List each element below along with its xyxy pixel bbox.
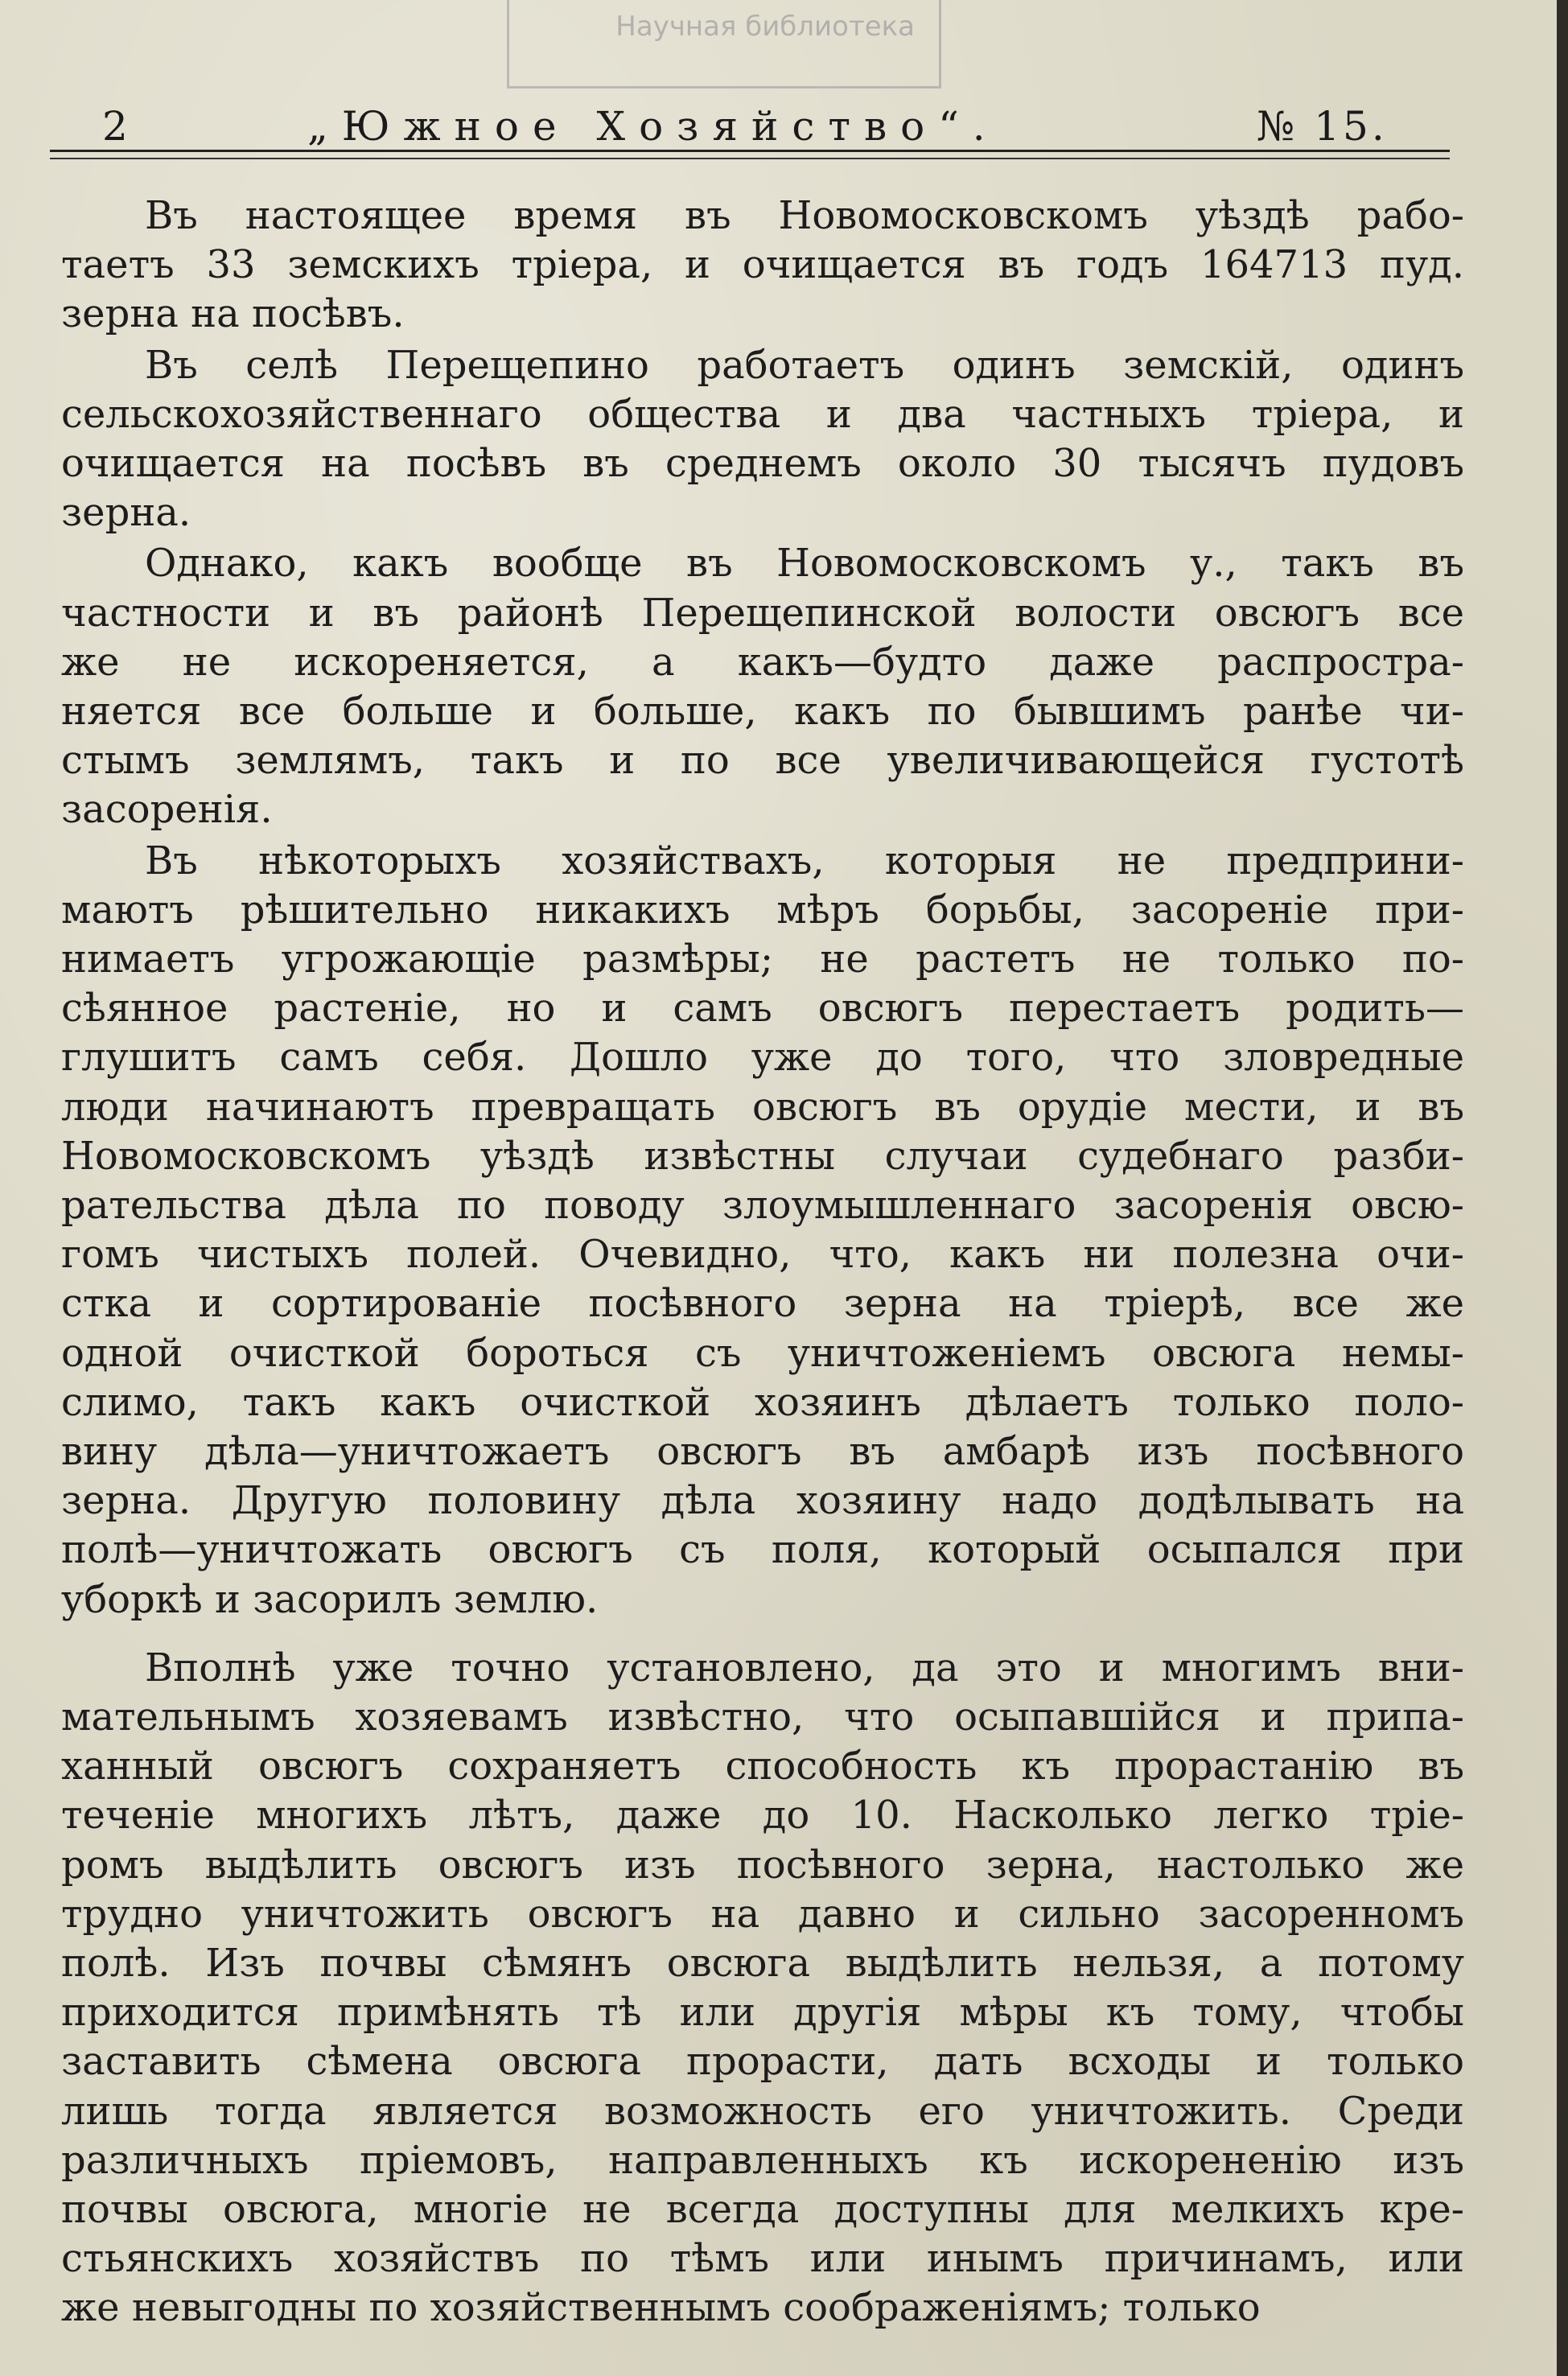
text-line: различныхъ пріемовъ, направленныхъ къ искорененію изъ <box>61 2138 1464 2183</box>
journal-title: „Южное Хозяйство“. <box>307 103 999 150</box>
text-line: полѣ. Изъ почвы сѣмянъ овсюга выдѣлить нельзя, а потому <box>61 1941 1464 1986</box>
text-line: нимаетъ угрожающіе размѣры; не растетъ не только по- <box>61 937 1464 982</box>
text-line: мательнымъ хозяевамъ извѣстно, что осыпавшійся и припа- <box>61 1694 1464 1740</box>
text-line: Въ нѣкоторыхъ хозяйствахъ, которыя не предприни- <box>145 838 1464 883</box>
text-line: заставить сѣмена овсюга прорасти, дать всходы и только <box>61 2039 1464 2084</box>
text-line: таетъ 33 земскихъ тріера, и очищается въ годъ 164713 пуд. <box>61 242 1464 287</box>
page-number: 2 <box>102 103 128 150</box>
text-line: глушитъ самъ себя. Дошло уже до того, что зловредные <box>61 1035 1464 1080</box>
library-stamp <box>507 0 941 89</box>
running-header <box>50 95 1450 151</box>
text-line: Въ настоящее время въ Новомосковскомъ уѣздѣ рабо- <box>145 193 1464 238</box>
text-line: уборкѣ и засорилъ землю. <box>61 1577 599 1622</box>
text-line: няется все больше и больше, какъ по бывшимъ ранѣе чи- <box>61 689 1464 734</box>
text-line: очищается на посѣвъ въ среднемъ около 30 тысячъ пудовъ <box>61 441 1464 486</box>
text-line: лишь тогда является возможность его уничтожить. Среди <box>61 2089 1464 2134</box>
text-line: же невыгодны по хозяйственнымъ соображеніямъ; только <box>61 2285 1261 2330</box>
text-line: Вполнѣ уже точно установлено, да это и многимъ вни- <box>145 1645 1464 1690</box>
text-line: слимо, такъ какъ очисткой хозяинъ дѣлаетъ только поло- <box>61 1380 1464 1425</box>
text-line: вину дѣла—уничтожаетъ овсюгъ въ амбарѣ изъ посѣвного <box>61 1429 1464 1474</box>
text-line: же не искореняется, а какъ—будто даже распростра- <box>61 640 1464 685</box>
article-body <box>0 189 1557 2362</box>
issue-number: № 15. <box>1257 103 1388 150</box>
text-line: приходится примѣнять тѣ или другія мѣры къ тому, чтобы <box>61 1990 1464 2035</box>
text-line: стымъ землямъ, такъ и по все увеличивающейся густотѣ <box>61 738 1464 783</box>
header-rule-thick <box>50 150 1450 152</box>
text-line: рательства дѣла по поводу злоумышленнаго засоренія овсю- <box>61 1183 1464 1228</box>
text-line: полѣ—уничтожать овсюгъ съ поля, который осыпался при <box>61 1527 1464 1572</box>
text-line: засоренія. <box>61 787 273 832</box>
text-line: одной очисткой бороться съ уничтоженіемъ овсюга немы- <box>61 1331 1464 1376</box>
text-line: ханный овсюгъ сохраняетъ способность къ прорастанію въ <box>61 1744 1464 1789</box>
text-line: гомъ чистыхъ полей. Очевидно, что, какъ ни полезна очи- <box>61 1232 1464 1277</box>
text-line: зерна на посѣвъ. <box>61 291 405 336</box>
text-line: стьянскихъ хозяйствъ по тѣмъ или инымъ причинамъ, или <box>61 2236 1464 2281</box>
header-rule-thin <box>50 158 1450 159</box>
text-line: Новомосковскомъ уѣздѣ извѣстны случаи судебнаго разби- <box>61 1134 1464 1179</box>
text-line: сельскохозяйственнаго общества и два частныхъ тріера, и <box>61 392 1464 437</box>
text-line: маютъ рѣшительно никакихъ мѣръ борьбы, засореніе при- <box>61 887 1464 933</box>
text-line: частности и въ районѣ Перещепинской волости овсюгъ все <box>61 591 1464 636</box>
text-line: стка и сортированіе посѣвного зерна на тріерѣ, все же <box>61 1281 1464 1326</box>
text-line: трудно уничтожить овсюгъ на давно и сильно засоренномъ <box>61 1892 1464 1937</box>
text-line: Однако, какъ вообще въ Новомосковскомъ у., такъ въ <box>145 541 1464 586</box>
text-line: зерна. <box>61 490 191 535</box>
text-line: люди начинаютъ превращать овсюгъ въ орудіе мести, и въ <box>61 1085 1464 1130</box>
text-line: зерна. Другую половину дѣла хозяину надо додѣлывать на <box>61 1478 1464 1523</box>
text-line: ромъ выдѣлить овсюгъ изъ посѣвного зерна, настолько же <box>61 1843 1464 1888</box>
text-line: теченіе многихъ лѣтъ, даже до 10. Насколько легко тріе- <box>61 1793 1464 1838</box>
text-line: сѣянное растеніе, но и самъ овсюгъ перестаетъ родить— <box>61 986 1464 1031</box>
library-stamp-text: Научная библиотека <box>615 10 915 43</box>
text-line: почвы овсюга, многіе не всегда доступны для мелкихъ кре- <box>61 2187 1464 2232</box>
text-line: Въ селѣ Перещепино работаетъ одинъ земскій, одинъ <box>145 343 1464 388</box>
